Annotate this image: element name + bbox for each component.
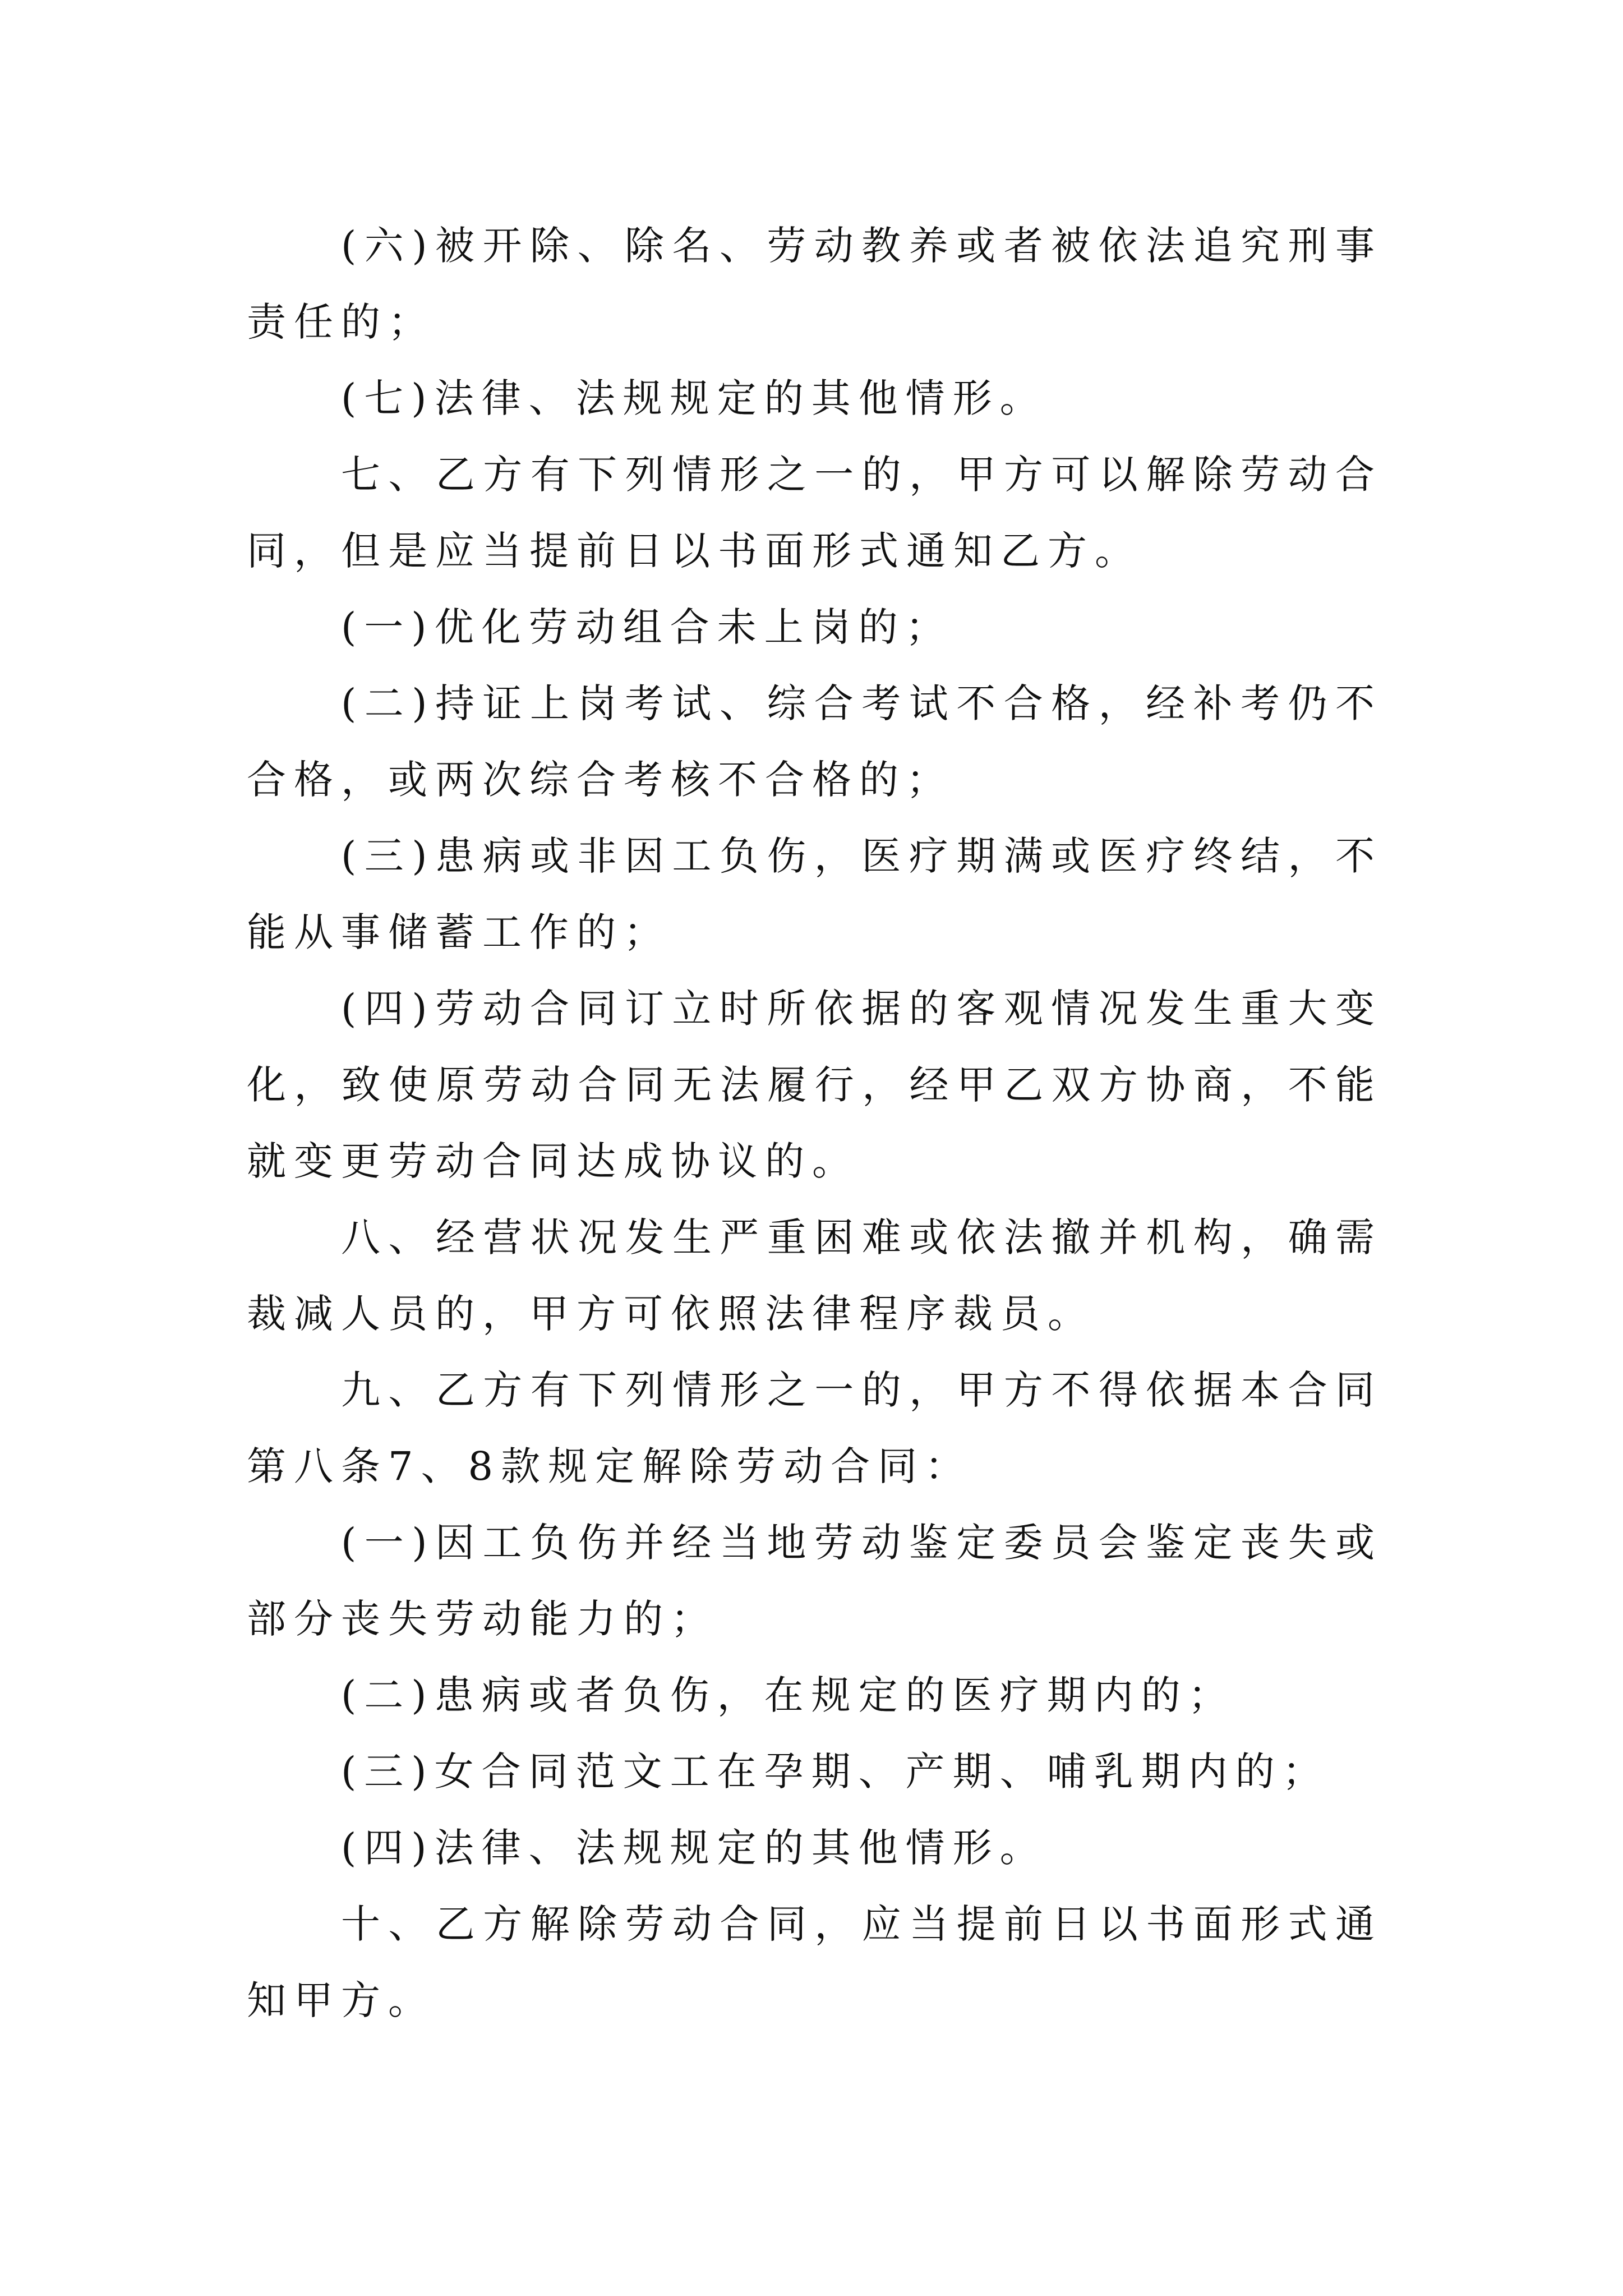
clause-7-item-3: (三)患病或非因工负伤，医疗期满或医疗终结，不能从事储蓄工作的； [247,833,1382,955]
clause-9-item-1: (一)因工负伤并经当地劳动鉴定委员会鉴定丧失或部分丧失劳动能力的； [247,1520,1382,1642]
paragraph-item-6: (六)被开除、除名、劳动教养或者被依法追究刑事责任的； [247,223,1382,345]
clause-9-item-2: (二)患病或者负伤，在规定的医疗期内的； [341,1672,1235,1718]
clause-9-item-3: (三)女合同范文工在孕期、产期、哺乳期内的； [341,1749,1330,1795]
clause-10: 十、乙方解除劳动合同，应当提前日以书面形式通知甲方。 [247,1901,1382,2023]
clause-7-item-1: (一)优化劳动组合未上岗的； [341,604,953,650]
clause-7: 七、乙方有下列情形之一的，甲方可以解除劳动合同，但是应当提前日以书面形式通知乙方。 [247,452,1382,574]
clause-8: 八、经营状况发生严重困难或依法撤并机构，确需裁减人员的，甲方可依照法律程序裁员。 [247,1214,1382,1337]
document-body [247,208,1382,2039]
clause-9-item-4: (四)法律、法规规定的其他情形。 [341,1825,1047,1871]
paragraph-item-7: (七)法律、法规规定的其他情形。 [341,375,1047,421]
clause-7-item-4: (四)劳动合同订立时所依据的客观情况发生重大变化，致使原劳动合同无法履行，经甲乙双方协商，不能就变更劳动合同达成协议的。 [247,986,1382,1184]
clause-7-item-2: (二)持证上岗考试、综合考试不合格，经补考仍不合格，或两次综合考核不合格的； [247,680,1382,803]
clause-9: 九、乙方有下列情形之一的，甲方不得依据本合同第八条7、8款规定解除劳动合同： [247,1367,1382,1489]
